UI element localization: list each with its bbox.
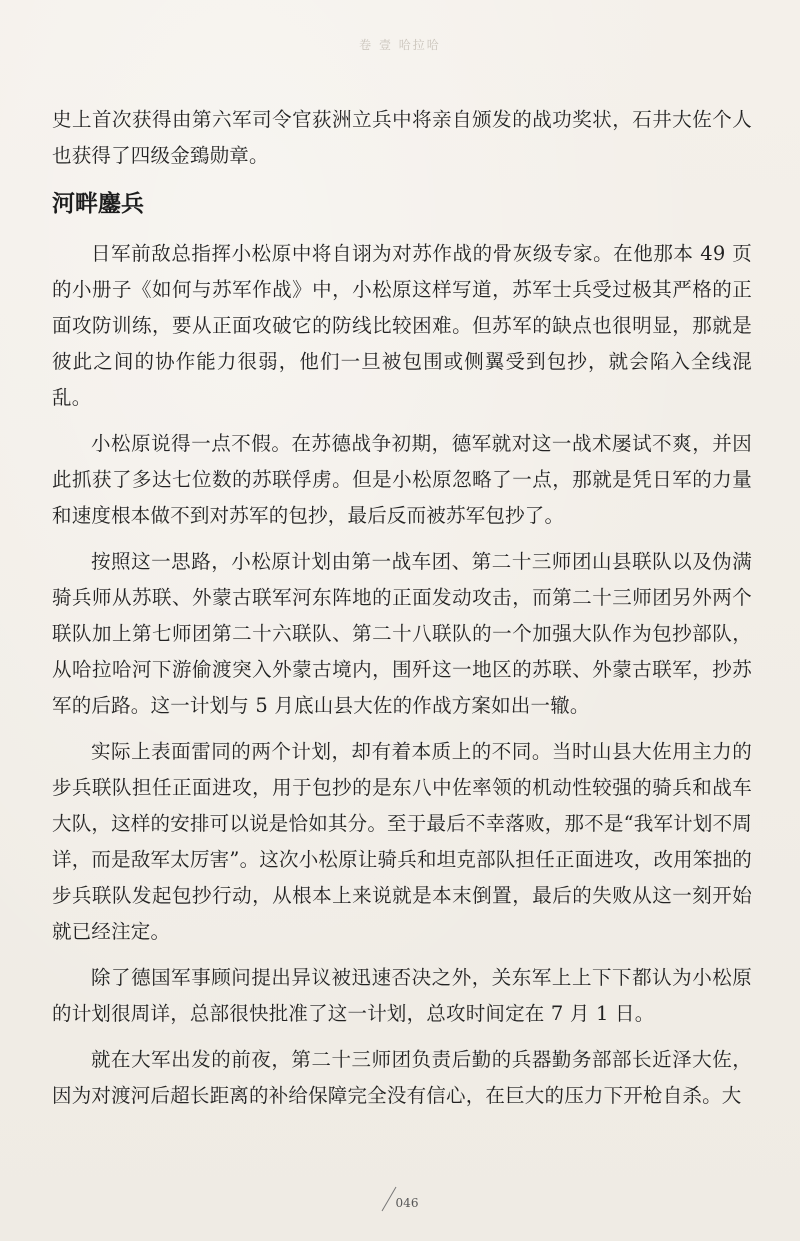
slash-ornament-icon [380,1186,398,1212]
paragraph: 日军前敌总指挥小松原中将自诩为对苏作战的骨灰级专家。在他那本 49 页的小册子《如何与苏军作战》中，小松原这样写道，苏军士兵受过极其严格的正面攻防训练，要从正面攻破它的防线比较困难。但苏军的缺点也很明显，那就是彼此之间的协作能力很弱，他们一旦被包围或侧翼受到包抄，就会陷入全线混乱。 [52,242,752,409]
page-footer [0,1192,800,1211]
section-title: 河畔鏖兵 [52,191,144,217]
paragraph-continuation: 史上首次获得由第六军司令官荻洲立兵中将亲自颁发的战功奖状，石井大佐个人也获得了四级金鵄勋章。 [52,108,752,167]
page-body [52,102,752,1124]
paragraph: 实际上表面雷同的两个计划，却有着本质上的不同。当时山县大佐用主力的步兵联队担任正面进攻，用于包抄的是东八中佐率领的机动性较强的骑兵和战车大队，这样的安排可以说是恰如其分。至于最后不幸落败，那不是“我军计划不周详，而是敌军太厉害”。这次小松原让骑兵和坦克部队担任正面进攻，改用笨拙的步兵联队发起包抄行动，从根本上来说就是本末倒置，最后的失败从这一刻开始就已经注定。 [52,740,752,943]
paragraph: 除了德国军事顾问提出异议被迅速否决之外，关东军上上下下都认为小松原的计划很周详，总部很快批准了这一计划，总攻时间定在 7 月 1 日。 [52,966,752,1025]
paragraph-continues: 就在大军出发的前夜，第二十三师团负责后勤的兵器勤务部部长近泽大佐，因为对渡河后超长距离的补给保障完全没有信心，在巨大的压力下开枪自杀。大 [52,1048,752,1107]
page-number-block [382,1196,419,1210]
running-header: 卷 壹 哈拉哈 [359,38,441,52]
paragraph: 按照这一思路，小松原计划由第一战车团、第二十三师团山县联队以及伪满骑兵师从苏联、外蒙古联军河东阵地的正面发动攻击，而第二十三师团另外两个联队加上第七师团第二十六联队、第二十八联队的一个加强大队作为包抄部队，从哈拉哈河下游偷渡突入外蒙古境内，围歼这一地区的苏联、外蒙古联军，抄苏军的后路。这一计划与 5 月底山县大佐的作战方案如出一辙。 [52,550,752,717]
paragraph: 小松原说得一点不假。在苏德战争初期，德军就对这一战术屡试不爽，并因此抓获了多达七位数的苏联俘虏。但是小松原忽略了一点，那就是凭日军的力量和速度根本做不到对苏军的包抄，最后反而被苏军包抄了。 [52,432,752,527]
page-number: 046 [395,1196,419,1210]
